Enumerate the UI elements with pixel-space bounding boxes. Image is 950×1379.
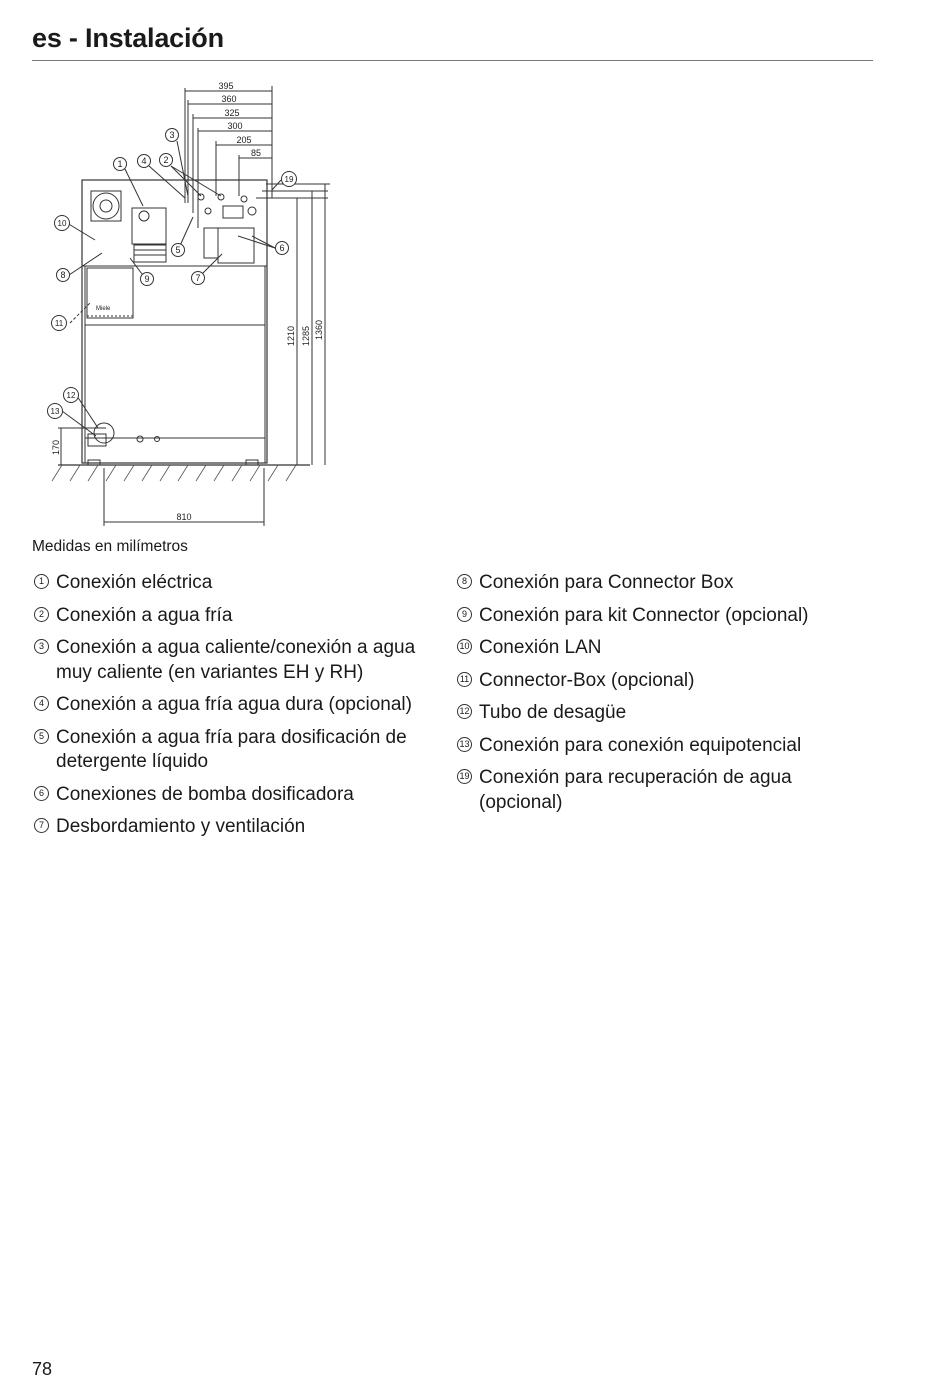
dimension-1210: 1210 — [286, 325, 296, 346]
svg-text:5: 5 — [175, 245, 181, 255]
callout-7 — [192, 272, 205, 285]
legend-number: 6 — [34, 786, 49, 801]
legend-number: 2 — [34, 607, 49, 622]
callout-13 — [48, 404, 63, 419]
legend-text: Conexión a agua caliente/conexión a agua muy caliente (en variantes EH y RH) — [56, 637, 416, 683]
dimension-300: 300 — [227, 121, 243, 131]
svg-text:2: 2 — [163, 155, 169, 165]
callout-6 — [276, 242, 289, 255]
legend-item — [32, 571, 452, 596]
legend-number: 11 — [457, 672, 472, 687]
legend-number: 3 — [34, 639, 49, 654]
legend-left-column — [32, 571, 452, 848]
legend-number: 7 — [34, 818, 49, 833]
legend-text: Conexión para kit Connector (opcional) — [479, 604, 809, 626]
brand-label: Miele — [96, 306, 111, 312]
legend-number: 1 — [34, 574, 49, 589]
legend-item — [455, 701, 875, 726]
legend-item — [455, 636, 875, 661]
legend-text: Conexión a agua fría — [56, 604, 233, 626]
svg-text:3: 3 — [169, 130, 175, 140]
dimension-325: 325 — [224, 108, 240, 118]
legend-number: 8 — [457, 574, 472, 589]
dimension-360: 360 — [221, 94, 237, 104]
legend-text: Conexión para conexión equipotencial — [479, 734, 802, 756]
svg-text:10: 10 — [57, 219, 67, 228]
figure-caption: Medidas en milímetros — [32, 538, 188, 555]
dimension-205: 205 — [236, 135, 252, 145]
legend-item — [32, 693, 452, 718]
legend-number: 13 — [457, 737, 472, 752]
callout-9 — [141, 273, 154, 286]
svg-text:9: 9 — [144, 274, 150, 284]
callout-4 — [138, 155, 151, 168]
diagram-svg — [40, 78, 340, 528]
svg-text:1: 1 — [117, 159, 123, 169]
dimension-85: 85 — [250, 148, 262, 158]
callout-5 — [172, 244, 185, 257]
svg-text:11: 11 — [54, 319, 64, 328]
page-title: es - Instalación — [32, 23, 224, 53]
legend-item — [32, 636, 452, 685]
legend-text: Tubo de desagüe — [479, 702, 627, 723]
legend-text: Conexión a agua fría para dosificación de detergente líquido — [56, 726, 407, 772]
dimension-1360: 1360 — [314, 319, 324, 340]
callout-3 — [166, 129, 179, 142]
callout-10 — [55, 216, 70, 231]
legend-item — [455, 571, 875, 596]
legend-text: Conexión LAN — [479, 637, 602, 658]
legend-item — [32, 604, 452, 629]
legend-text: Conexión eléctrica — [56, 572, 213, 593]
callout-11 — [52, 316, 67, 331]
svg-text:13: 13 — [50, 407, 60, 416]
legend-number: 12 — [457, 704, 472, 719]
legend-text: Desbordamiento y ventilación — [56, 816, 306, 837]
legend-right-column — [455, 571, 875, 823]
legend-item — [32, 726, 452, 775]
legend-number: 9 — [457, 607, 472, 622]
legend-number: 10 — [457, 639, 472, 654]
legend-item — [32, 783, 452, 808]
dimension-395: 395 — [218, 81, 234, 91]
svg-text:6: 6 — [279, 243, 285, 253]
legend-item — [455, 734, 875, 759]
page-number: 78 — [32, 1359, 53, 1379]
svg-text:7: 7 — [195, 273, 201, 283]
dimension-170: 170 — [51, 439, 61, 455]
dimension-810: 810 — [176, 512, 192, 522]
callout-19 — [282, 172, 297, 187]
callout-1 — [114, 158, 127, 171]
svg-text:19: 19 — [284, 175, 294, 184]
svg-text:12: 12 — [66, 391, 76, 400]
installation-diagram — [40, 78, 340, 528]
legend-text: Connector-Box (opcional) — [479, 669, 695, 691]
svg-text:8: 8 — [60, 270, 66, 280]
legend-number: 4 — [34, 696, 49, 711]
callout-8 — [57, 269, 70, 282]
legend-text: Conexiones de bomba dosificadora — [56, 783, 354, 805]
legend-item — [32, 815, 452, 840]
legend-text: Conexión para recuperación de agua (opcional) — [479, 767, 792, 813]
legend-text: Conexión para Connector Box — [479, 572, 734, 593]
legend-item — [455, 766, 875, 815]
page-header — [32, 20, 873, 61]
legend-item — [455, 604, 875, 629]
legend-number: 19 — [457, 769, 472, 784]
legend-number: 5 — [34, 729, 49, 744]
svg-text:4: 4 — [141, 156, 147, 166]
callout-2 — [160, 154, 173, 167]
callout-12 — [64, 388, 79, 403]
legend-text: Conexión a agua fría agua dura (opcional) — [56, 694, 412, 715]
dimension-1285: 1285 — [301, 325, 311, 346]
legend-item — [455, 669, 875, 694]
